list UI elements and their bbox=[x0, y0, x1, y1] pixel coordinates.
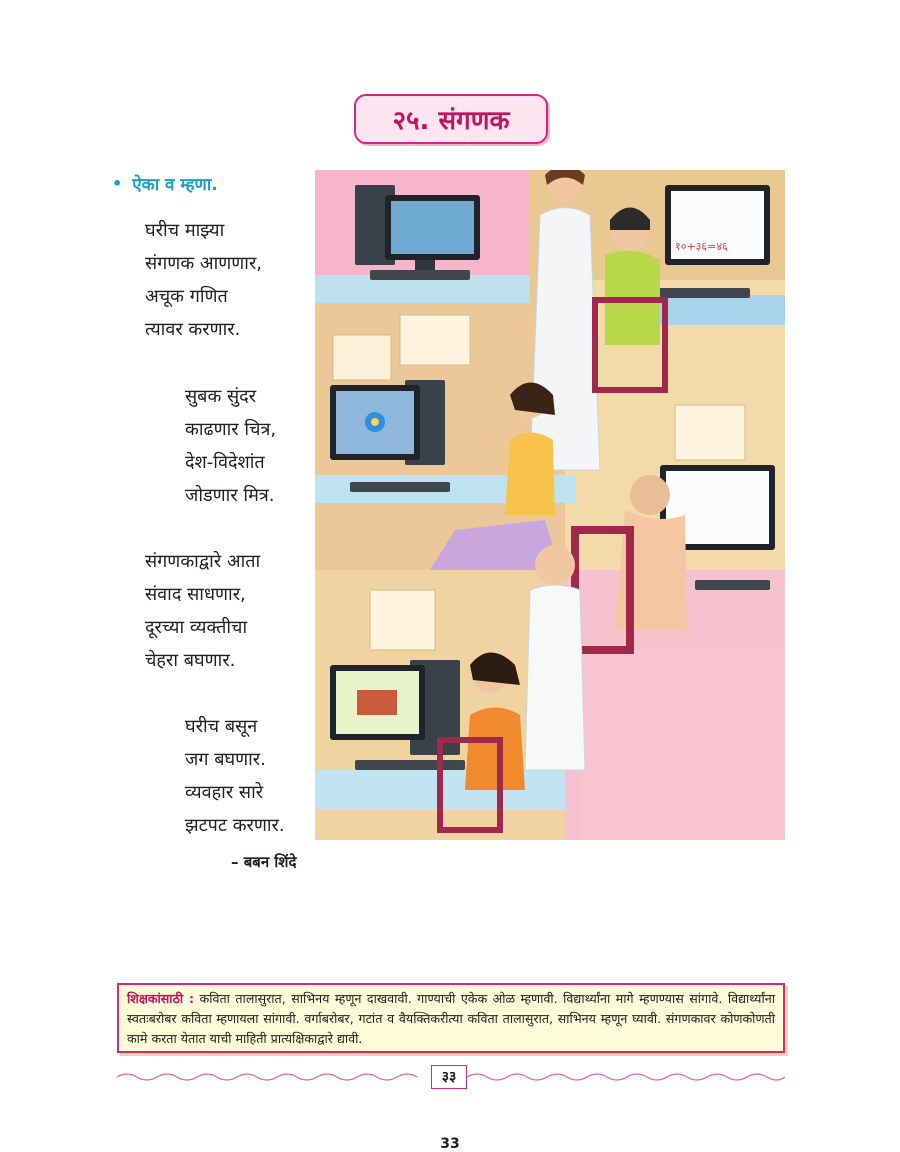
screen-text: १०+३६=४६ bbox=[675, 240, 728, 253]
instruction-text: ऐका व म्हणा. bbox=[132, 175, 218, 195]
poem-line: संगणक आणणार, bbox=[145, 253, 263, 274]
poem-author: – बबन शिंदे bbox=[231, 853, 297, 871]
poem-stanza-2 bbox=[185, 380, 276, 512]
poem-line: संवाद साधणार, bbox=[145, 584, 246, 605]
instruction bbox=[112, 172, 218, 195]
teacher-note bbox=[117, 983, 785, 1053]
poem-line: त्यावर करणार. bbox=[145, 319, 241, 340]
lesson-title: २५. संगणक bbox=[354, 94, 548, 144]
poem-line: संगणकाद्वारे आता bbox=[145, 551, 261, 572]
poem-line: घरीच बसून bbox=[185, 716, 258, 737]
poem-line: दूरच्या व्यक्तीचा bbox=[145, 617, 248, 638]
poem-line: काढणार चित्र, bbox=[185, 419, 277, 440]
poem-stanza-3 bbox=[145, 545, 260, 677]
poem-stanza-1 bbox=[145, 214, 262, 346]
computer-room-illustration bbox=[315, 170, 785, 840]
poem-line: अचूक गणित bbox=[145, 286, 228, 307]
poem-line: जोडणार मित्र. bbox=[185, 485, 275, 506]
teacher-figure bbox=[530, 170, 600, 470]
teacher-note-label: शिक्षकांसाठी : bbox=[127, 991, 195, 1006]
poem-line: सुबक सुंदर bbox=[185, 386, 257, 407]
bullet-icon: • bbox=[112, 174, 123, 193]
poem-stanza-4 bbox=[185, 710, 285, 842]
poem-line: व्यवहार सारे bbox=[185, 782, 264, 803]
illustration bbox=[315, 170, 785, 840]
poem-line: जग बघणार. bbox=[185, 749, 266, 770]
poem-line: देश-विदेशांत bbox=[185, 452, 265, 473]
poem-line: झटपट करणार. bbox=[185, 815, 285, 836]
page-box: ३३ bbox=[431, 1065, 467, 1089]
page-number: 33 bbox=[440, 1136, 460, 1152]
teacher-note-text: कविता तालासुरात, साभिनय म्हणून दाखवावी. गाण्याची एकेक ओळ म्हणावी. विद्यार्थ्यांना मागे म्हणण्यास सांगावे. विद्यार्थ्यांना स्वतःबरोबर कविता म्हणायला सांगावी. वर्गाबरोबर, गटांत व वैयक्तिकरीत्या कविता तालासुरात, साभिनय म्हणून घ्यावी. संगणकावर कोणकोणती कामे करता येतात याची माहिती प्रात्यक्षिकाद्वारे द्यावी. bbox=[127, 991, 775, 1046]
poem-line: चेहरा बघणार. bbox=[145, 650, 236, 671]
poem-line: घरीच माझ्या bbox=[145, 220, 225, 241]
